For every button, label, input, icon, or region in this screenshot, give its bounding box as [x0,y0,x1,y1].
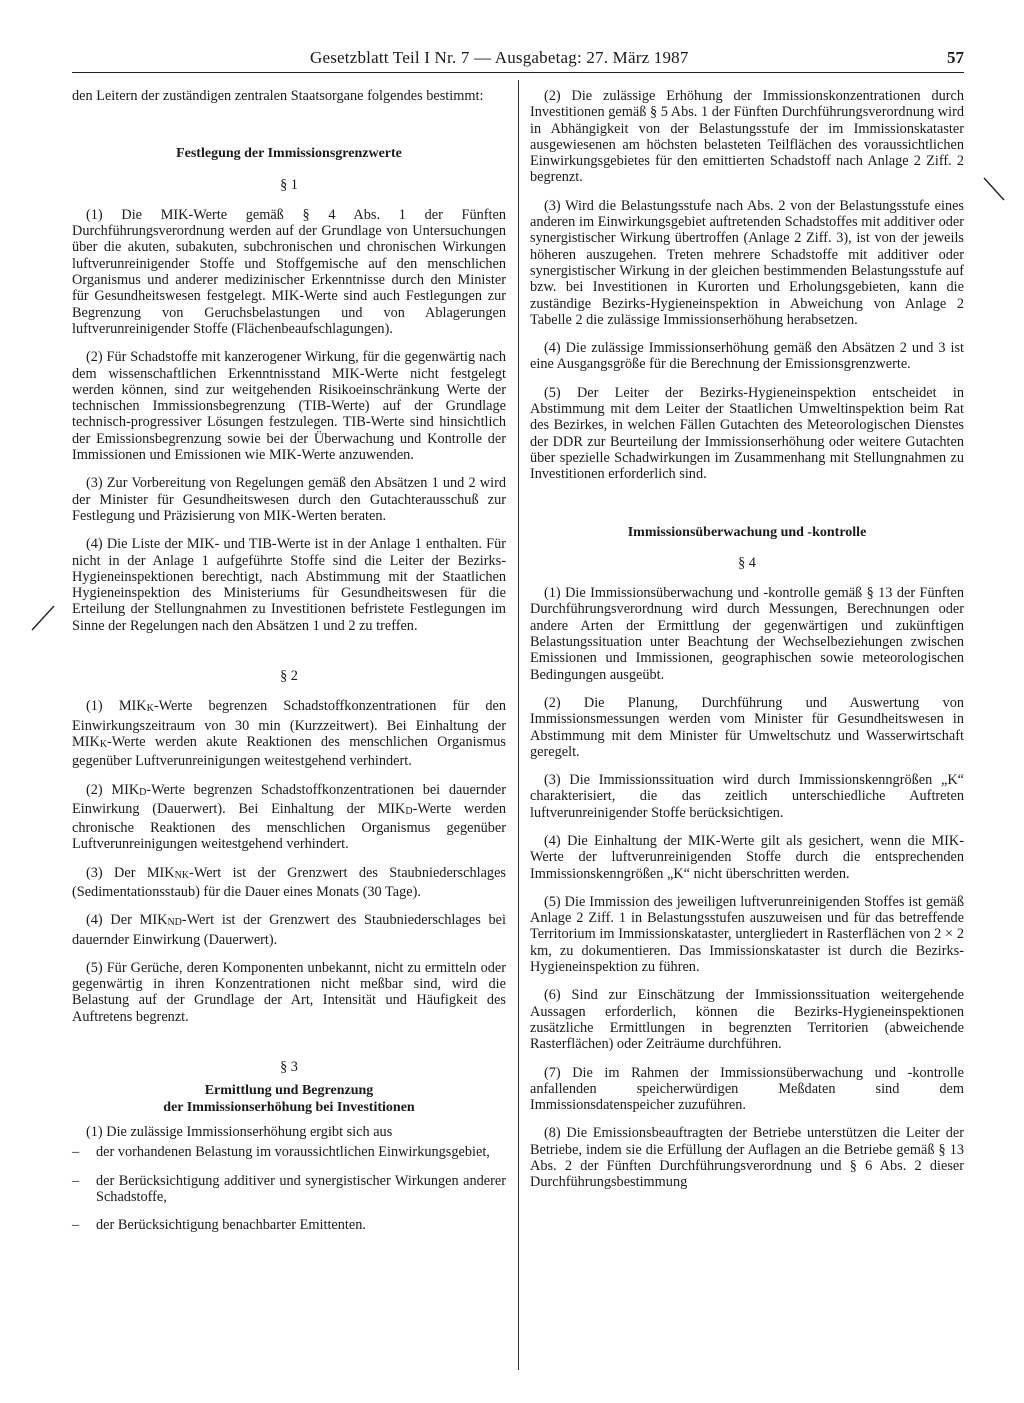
s1-paragraph-3: (3) Zur Vorbereitung von Regelungen gemäß den Absätzen 1 und 2 wird der Minister für Gesundheitswesen durch den Gutachterausschuß zur Festlegung und Präzisierung von MIK-Werten beraten. [72,475,506,524]
header-title: Gesetzblatt Teil I Nr. 7 — Ausgabetag: 27. März 1987 [310,48,689,67]
section-2-label: § 2 [280,668,298,685]
margin-stroke-right [982,176,1006,202]
s2-paragraph-1: (1) MIKK-Werte begrenzen Schadstoffkonzentrationen für den Einwirkungszeitraum von 30 min (Kurzzeitwert). Bei Einhaltung der MIKK-Werte werden akute Reaktionen des menschlichen Organismus gegenüber Luftverunreinigungen weitestgehend verhindert. [72,698,507,770]
s3-list-item: – der vorhandenen Belastung im voraussichtlichen Einwirkungsgebiet, [72,1144,490,1161]
s1-paragraph-4: (4) Die Liste der MIK- und TIB-Werte ist in der Anlage 1 enthalten. Für nicht in der Anlage 1 aufgeführte Stoffe sind die Leiter der Bezirks-Hygieneinspektionen berechtigt, nach Abstimmung mit der Staatlichen Hygieneinspektion des Ministeriums für Gesundheitswesen für die Erteilung der Stellungnahmen zu Investitionen befristete Festlegungen im Sinne der Regelungen nach den Absätzen 1 und 2 zu treffen. [72,536,506,634]
right-column [530,88,964,1191]
section-4-label: § 4 [738,554,756,571]
heading-immissionsueberwachung: Immissionsüberwachung und -kontrolle [627,524,867,540]
column-divider [518,80,519,1370]
dash-marker: – [72,1172,80,1189]
s4-paragraph-4: (4) Die Einhaltung der MIK-Werte gilt als gesichert, wenn die MIK-Werte der luftverunreinigenden Stoffe durch die entsprechenden Immissionskenngrößen „K“ nicht überschritten werden. [530,832,964,882]
s2-paragraph-2: (2) MIKD-Werte begrenzen Schadstoffkonzentrationen bei dauernder Einwirkung (Dauerwert). Bei Einhaltung der MIKD-Werte werden chronische Reaktionen des menschlichen Organismus gegenüber Luftverunreinigungen weitestgehend verhindert. [72,781,506,853]
s3-paragraph-3: (3) Wird die Belastungsstufe nach Abs. 2 von der Belastungsstufe eines anderen im Einwirkungsgebiet auftretenden Schadstoffes mit additiver oder synergistischer Wirkung übertroffen (Anlage 2 Ziff. 3), ist von der jeweils höheren auszugehen. Treten mehrere Schadstoffe mit additiver oder synergistischer Wirkung in der gleichen bestimmenden Belastungsstufe auf bzw. bei Investitionen in Kurorten und Erholungsgebieten, kann die zuständige Bezirks-Hygieneinspektion in Abweichung von Anlage 2 Tabelle 2 die zulässige Immissionserhöhung herabsetzen. [530,197,964,328]
s3-list-item: – der Berücksichtigung benachbarter Emittenten. [72,1217,366,1234]
s2-paragraph-5: (5) Für Gerüche, deren Komponenten unbekannt, nicht zu ermitteln oder gegenwärtig in ihren Konzentrationen nicht meßbar sind, wird die Belastung auf der Grundlage der Art, Intensität und Häufigkeit des Auftretens begrenzt. [72,959,506,1025]
s2-paragraph-4: (4) Der MIKND-Wert ist der Grenzwert des Staubniederschlages bei dauernder Einwirkung (Dauerwert). [72,912,506,948]
s3-paragraph-4: (4) Die zulässige Immissionserhöhung gemäß den Absätzen 2 und 3 ist eine Ausgangsgröße für die Berechnung der Emissionsgrenzwerte. [530,340,964,373]
s2-paragraph-3: (3) Der MIKNK-Wert ist der Grenzwert des Staubniederschlages (Sedimentationsstaub) für die Dauer eines Monats (30 Tage). [72,864,506,900]
s4-paragraph-2: (2) Die Planung, Durchführung und Auswertung von Immissionsmessungen werden vom Minister für Gesundheitswesen in Abstimmung mit dem Minister für Umweltschutz und Wasserwirtschaft geregelt. [530,694,964,760]
s4-paragraph-8: (8) Die Emissionsbeauftragten der Betriebe unterstützen die Leiter der Betriebe, indem sie die Erfüllung der Auflagen an die Betriebe gemäß § 13 Abs. 2 der Fünften Durchführungsverordnung und § 6 Abs. 2 dieser Durchführungsbestimmung [530,1125,964,1191]
section-1-label: § 1 [280,176,298,193]
heading-immissionsgrenzwerte: Festlegung der Immissionsgrenzwerte [176,146,402,162]
page-header [72,48,964,72]
dash-marker: – [72,1144,80,1161]
s3-paragraph-5: (5) Der Leiter der Bezirks-Hygieneinspektion entscheidet in Abstimmung mit dem Leiter der Staatlichen Umweltinspektion beim Rat des Bezirkes, in welchen Fällen Gutachten des Meteorologischen Dienstes der DDR zur Beurteilung der Immissionserhöhung oder weitere Gutachten über spezielle Schadwirkungen im Zusammenhang mit Stellungnahmen zu Investitionen erforderlich sind. [530,384,964,483]
s1-paragraph-1: (1) Die MIK-Werte gemäß § 4 Abs. 1 der Fünften Durchführungsverordnung werden auf der Grundlage von Untersuchungen über die akuten, subakuten, subchronischen und chronischen Wirkungen luftverunreinigender Stoffe und Stoffgemische auf den menschlichen Organismus und anderer medizinischer Erkenntnisse durch den Minister für Gesundheitswesen festgelegt. MIK-Werte sind auch Festlegungen zur Begrenzung von Geruchsbelastungen und von Ablagerungen luftverunreinigender Stoffe (Flächenbeaufschlagungen). [72,206,506,337]
s4-paragraph-1: (1) Die Immissionsüberwachung und -kontrolle gemäß § 13 der Fünften Durchführungsverordnung wird durch Messungen, Berechnungen oder andere Arten der Ermittlung der gegenwärtigen und zukünftigen Belastungssituation unter Beachtung der Wechselbeziehungen zwischen Emissionen und Immissionen, geographischen sowie meteorologischen Bedingungen ausgeübt. [530,585,964,683]
margin-stroke-left [30,604,56,632]
s3-heading-line-2: der Immissionserhöhung bei Investitionen [163,1099,415,1115]
section-3-label: § 3 [280,1059,298,1076]
dash-marker: – [72,1217,80,1234]
s3-paragraph-2: (2) Die zulässige Erhöhung der Immissionskonzentrationen durch Investitionen gemäß § 5 Abs. 1 der Fünften Durchführungsverordnung wird in Abhängigkeit von der Belastungsstufe der im Immissionskataster ausgewiesenen am höchsten belasteten Teilflächen des voraussichtlichen Einwirkungsgebietes für den emittierten Schadstoff nach Anlage 2 Ziff. 2 begrenzt. [530,88,964,186]
s3-list-item: – der Berücksichtigung additiver und synergistischer Wirkungen anderer Schadstoffe, [72,1172,506,1205]
s4-paragraph-7: (7) Die im Rahmen der Immissionsüberwachung und -kontrolle anfallenden speicherwürdigen Meßdaten sind dem Immissionsdatenspeicher zuzuführen. [530,1064,964,1114]
intro-text: den Leitern der zuständigen zentralen Staatsorgane folgendes bestimmt: [72,88,484,104]
left-column [72,88,506,1245]
s1-paragraph-2: (2) Für Schadstoffe mit kanzerogener Wirkung, für die gegenwärtig nach dem wissenschaftlichen Erkenntnisstand MIK-Werte nicht festgelegt werden können, sind zur weitgehenden Risikoeinschränkung Werte der technischen Immissionsbegrenzung (TIB-Werte) auf der Grundlage technisch-progressiver Lösungen festzulegen. TIB-Werte sind hinsichtlich der Emissionsbegrenzung sowie bei der Überwachung und Kontrolle der Immissionen und Emissionen wie MIK-Werte anzuwenden. [72,349,506,464]
header-rule [72,72,964,73]
page-number: 57 [947,48,964,67]
s3-paragraph-1: (1) Die zulässige Immissionserhöhung ergibt sich aus [86,1123,393,1140]
s3-heading-line-1: Ermittlung und Begrenzung [204,1083,374,1099]
s4-paragraph-5: (5) Die Immission des jeweiligen luftverunreinigenden Stoffes ist gemäß Anlage 2 Ziff. 1 in Belastungsstufen auszuweisen und für das betreffende Territorium im Immissionskataster, untergliedert in Rasterflächen von 2 × 2 km, zu dokumentieren. Das Immissionskataster ist durch die Bezirks-Hygieneinspektion zu führen. [530,893,964,976]
s4-paragraph-3: (3) Die Immissionssituation wird durch Immissionskenngrößen „K“ charakterisiert, die das zeitlich unterschiedliche Auftreten luftverunreinigender Stoffe berücksichtigen. [530,772,964,821]
s4-paragraph-6: (6) Sind zur Einschätzung der Immissionssituation weitergehende Aussagen erforderlich, können die Bezirks-Hygieneinspektionen zusätzliche Ermittlungen in begrenzten Territorien (abweichende Rasterflächen) oder Zeiträume durchführen. [530,987,964,1053]
